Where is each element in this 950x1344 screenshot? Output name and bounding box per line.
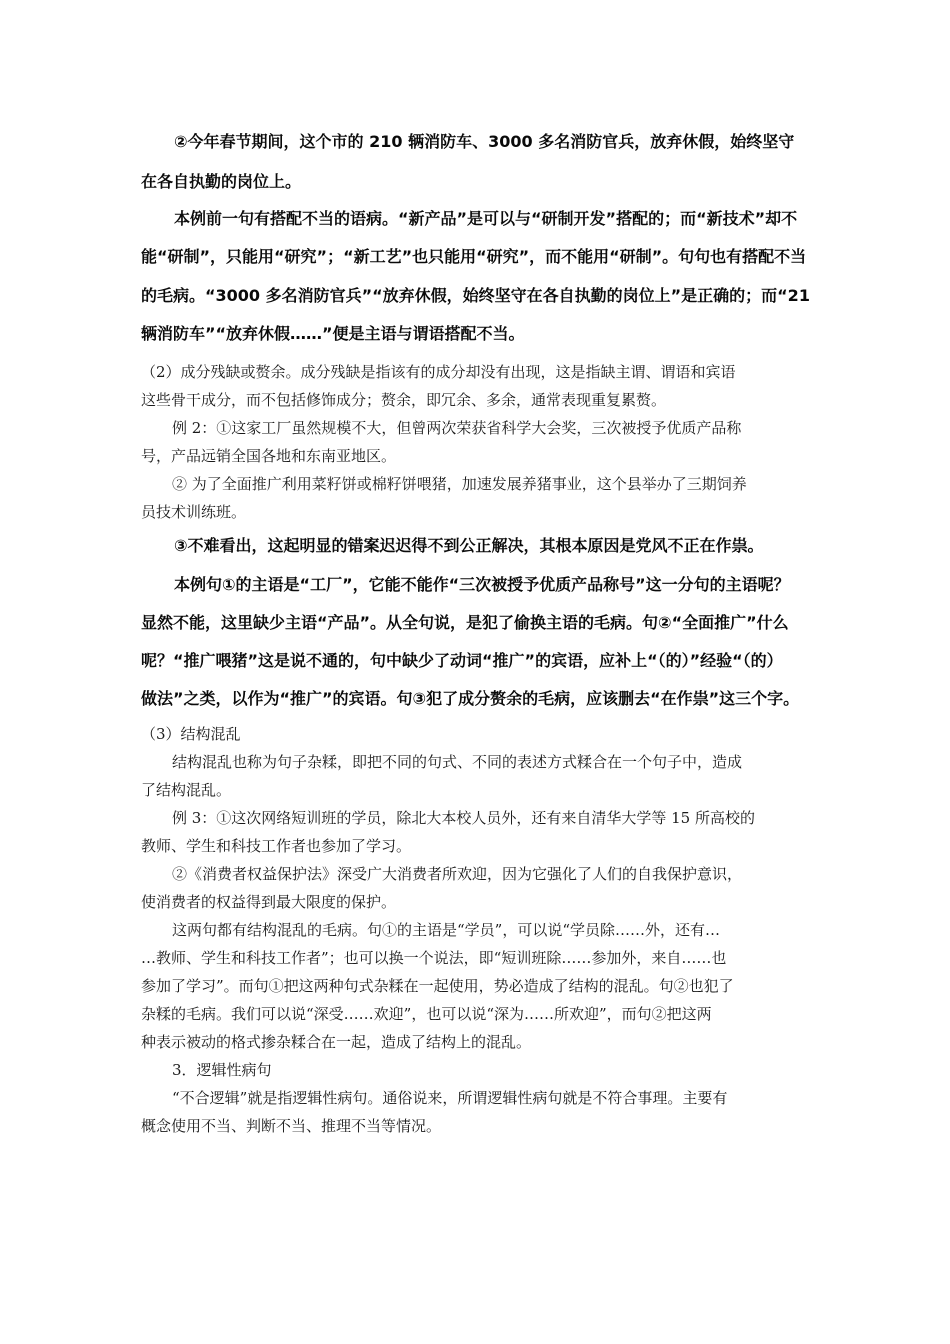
paragraph-line: 杂糅的毛病。我们可以说“深受……欢迎”，也可以说“深为……所欢迎”，而句②把这两 <box>141 1005 712 1023</box>
section-heading: 3．逻辑性病句 <box>172 1061 272 1079</box>
paragraph-line: 结构混乱也称为句子杂糅，即把不同的句式、不同的表述方式糅合在一个句子中，造成 <box>172 753 743 771</box>
paragraph-line: 号，产品远销全国各地和东南亚地区。 <box>141 447 397 465</box>
paragraph-line: 概念使用不当、判断不当、推理不当等情况。 <box>141 1117 442 1135</box>
image-text-line: 在各自执勤的岗位上。 <box>141 172 302 191</box>
image-text-line: 做法”之类，以作为“推广”的宾语。句③犯了成分赘余的毛病，应该删去“在作祟”这三个字。 <box>141 689 800 708</box>
paragraph-line: …教师、学生和科技工作者”；也可以换一个说法，即“短训班除……参加外，来自……也 <box>141 949 727 967</box>
paragraph-line: ②《消费者权益保护法》深受广大消费者所欢迎，因为它强化了人们的自我保护意识， <box>172 865 743 883</box>
image-text-line: 本例句①的主语是“工厂”，它能不能作“三次被授予优质产品称号”这一分句的主语呢？ <box>174 575 790 594</box>
paragraph-line: “不合逻辑”就是指逻辑性病句。通俗说来，所谓逻辑性病句就是不符合事理。主要有 <box>172 1089 728 1107</box>
paragraph-line: 例 3：①这次网络短训班的学员，除北大本校人员外，还有来自清华大学等 15 所高校的 <box>172 809 755 827</box>
paragraph-line: 这些骨干成分，而不包括修饰成分；赘余，即冗余、多余，通常表现重复累赘。 <box>141 391 667 409</box>
paragraph-line: 例 2：①这家工厂虽然规模不大，但曾两次荣获省科学大会奖，三次被授予优质产品称 <box>172 419 742 437</box>
image-text-line: 能“研制”，只能用“研究”；“新工艺”也只能用“研究”，而不能用“研制”。句句也有搭配不当 <box>141 247 807 266</box>
image-text-line: 本例前一句有搭配不当的语病。“新产品”是可以与“研制开发”搭配的；而“新技术”却不 <box>174 209 798 228</box>
image-text-line: ②今年春节期间，这个市的 210 辆消防车、3000 多名消防官兵，放弃休假，始终坚守 <box>174 132 795 151</box>
paragraph-line: 教师、学生和科技工作者也参加了学习。 <box>141 837 412 855</box>
paragraph-line: 了结构混乱。 <box>141 781 232 799</box>
image-text-line: 呢？“推广喂猪”这是说不通的，句中缺少了动词“推广”的宾语，应补上“（的）”经验“（的） <box>141 651 783 670</box>
paragraph-line: 参加了学习”。而句①把这两种句式杂糅在一起使用，势必造成了结构的混乱。句②也犯了 <box>141 977 734 995</box>
paragraph-line: 种表示被动的格式掺杂糅合在一起，造成了结构上的混乱。 <box>141 1033 532 1051</box>
image-text-line: ③不难看出，这起明显的错案迟迟得不到公正解决，其根本原因是党风不正在作祟。 <box>174 536 764 555</box>
image-text-line: 的毛病。“3000 多名消防官兵”“放弃休假，始终坚守在各自执勤的岗位上”是正确的；而“21 <box>141 286 810 305</box>
image-text-line: 辆消防车”“放弃休假……”便是主语与谓语搭配不当。 <box>141 324 525 343</box>
section-heading: （3）结构混乱 <box>141 725 241 743</box>
paragraph-line: 这两句都有结构混乱的毛病。句①的主语是“学员”，可以说“学员除……外，还有… <box>172 921 721 939</box>
paragraph-line: 员技术训练班。 <box>141 503 247 521</box>
paragraph-line: （2）成分残缺或赘余。成分残缺是指该有的成分却没有出现，这是指缺主谓、谓语和宾语 <box>141 363 736 381</box>
paragraph-line: ② 为了全面推广利用菜籽饼或棉籽饼喂猪，加速发展养猪事业，这个县举办了三期饲养 <box>172 475 747 493</box>
image-text-line: 显然不能，这里缺少主语“产品”。从全句说，是犯了偷换主语的毛病。句②“全面推广”什么 <box>141 613 789 632</box>
paragraph-line: 使消费者的权益得到最大限度的保护。 <box>141 893 397 911</box>
